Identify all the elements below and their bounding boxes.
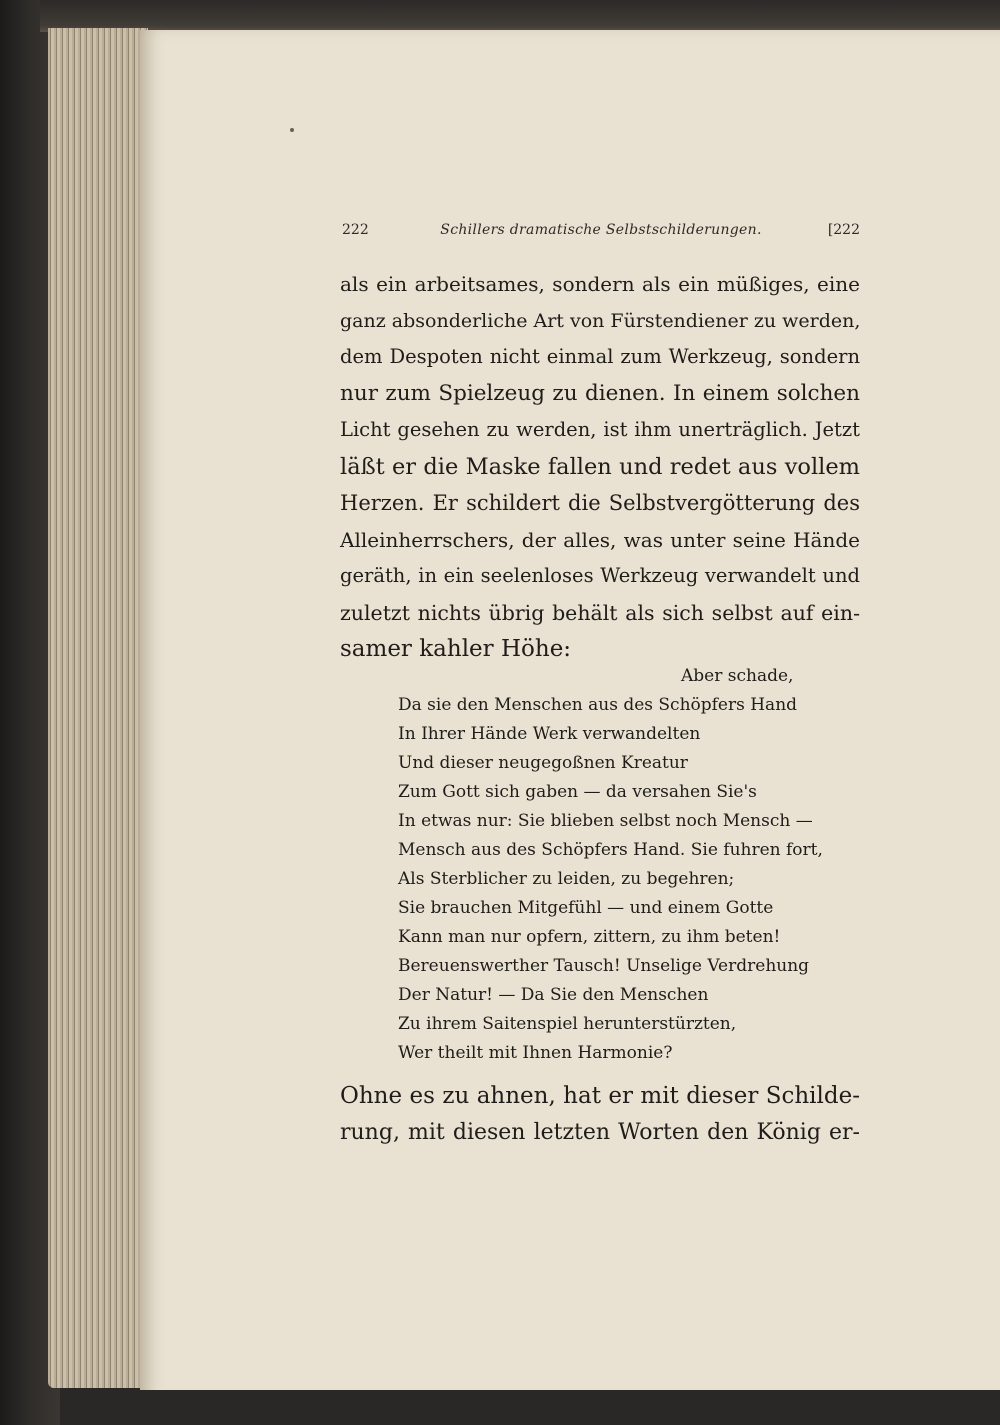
paragraph-1 bbox=[340, 266, 860, 668]
verse-line: Sie brauchen Mitgefühl — und einem Gotte bbox=[398, 898, 774, 918]
text-line: Herzen. Er schildert die Selbstvergötterung des bbox=[340, 491, 860, 515]
text-line: Ohne es zu ahnen, hat er mit dieser Schilde- bbox=[340, 1083, 860, 1109]
verse-line: Zu ihrem Saitenspiel herunterstürzten, bbox=[398, 1014, 737, 1034]
verse-line: In etwas nur: Sie blieben selbst noch Mensch — bbox=[398, 811, 813, 831]
text-line: Alleinherrschers, der alles, was unter seine Hände bbox=[340, 527, 860, 552]
verse-line: Der Natur! — Da Sie den Menschen bbox=[398, 985, 709, 1005]
text-line: zuletzt nichts übrig behält als sich selbst auf ein- bbox=[340, 600, 860, 625]
text-line: als ein arbeitsames, sondern als ein müßiges, eine bbox=[340, 272, 860, 296]
running-head bbox=[342, 222, 860, 244]
verse-line: Wer theilt mit Ihnen Harmonie? bbox=[398, 1043, 673, 1063]
text-line: samer kahler Höhe: bbox=[340, 636, 572, 662]
text-line: rung, mit diesen letzten Worten den König er- bbox=[340, 1119, 860, 1145]
text-line: dem Despoten nicht einmal zum Werkzeug, sondern bbox=[340, 345, 860, 368]
verse-line: In Ihrer Hände Werk verwandelten bbox=[398, 724, 701, 744]
verse-line: Aber schade, bbox=[681, 666, 794, 686]
verse-line: Als Sterblicher zu leiden, zu begehren; bbox=[398, 869, 735, 889]
page-number-right: [222 bbox=[827, 222, 860, 238]
verse-line: Zum Gott sich gaben — da versahen Sie's bbox=[398, 782, 757, 802]
verse-line: Bereuenswerther Tausch! Unselige Verdrehung bbox=[398, 956, 810, 976]
verse-line: Da sie den Menschen aus des Schöpfers Hand bbox=[398, 695, 798, 715]
text-line: Licht gesehen zu werden, ist ihm unerträglich. Jetzt bbox=[340, 418, 860, 441]
verse-line: Und dieser neugegoßnen Kreatur bbox=[398, 753, 688, 773]
text-line: nur zum Spielzeug zu dienen. In einem solchen bbox=[340, 380, 860, 406]
paper-speck bbox=[290, 128, 294, 132]
running-head-title: Schillers dramatische Selbstschilderungen. bbox=[440, 222, 762, 238]
book-cover-top bbox=[40, 0, 1000, 32]
text-line: ganz absonderliche Art von Fürstendiener zu werden, bbox=[340, 309, 861, 332]
text-line: läßt er die Maske fallen und redet aus vollem bbox=[340, 453, 860, 480]
page-edges bbox=[48, 28, 148, 1388]
book-bottom-shadow bbox=[60, 1390, 1000, 1425]
verse-line: Mensch aus des Schöpfers Hand. Sie fuhren fort, bbox=[398, 840, 823, 860]
page-number-left: 222 bbox=[342, 222, 369, 238]
verse-quotation bbox=[398, 662, 858, 1068]
verse-line: Kann man nur opfern, zittern, zu ihm beten! bbox=[398, 927, 781, 947]
text-line: geräth, in ein seelenloses Werkzeug verwandelt und bbox=[340, 564, 860, 587]
paragraph-2 bbox=[340, 1078, 860, 1151]
